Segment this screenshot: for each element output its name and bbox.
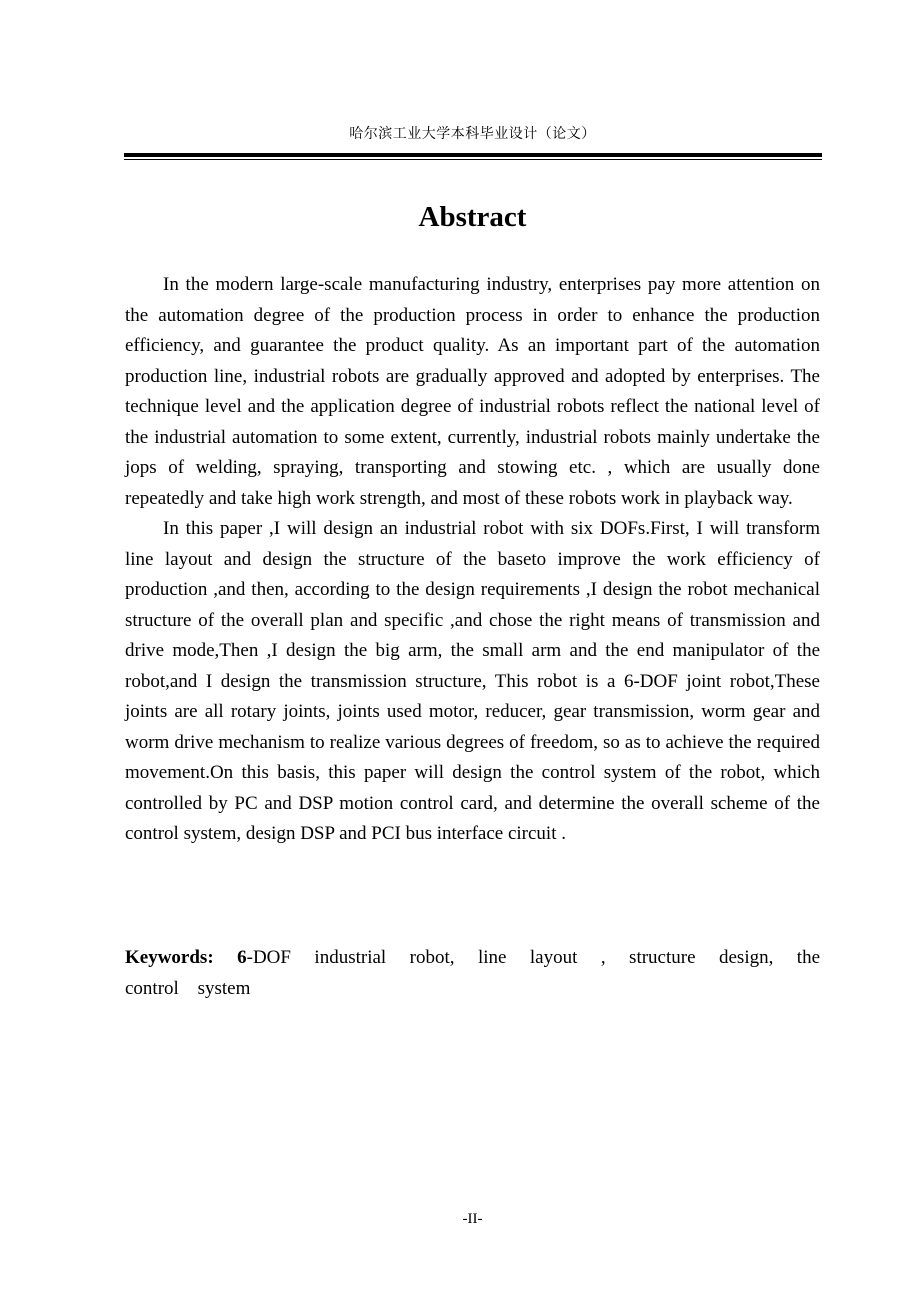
page-number: -II-	[462, 1211, 483, 1227]
keywords-line	[125, 943, 820, 1004]
header-rule-thin	[124, 159, 822, 160]
running-header: 哈尔滨工业大学本科毕业设计（论文）	[349, 126, 596, 142]
page-title: Abstract	[418, 201, 527, 233]
keywords-label: Keywords:	[125, 947, 214, 968]
header-rule-thick	[124, 153, 822, 157]
keywords-lead: 6	[237, 947, 247, 968]
keywords-text: -DOF industrial robot, line layout , structure design, the control system	[125, 947, 821, 999]
abstract-paragraph-1: In the modern large-scale manufacturing industry, enterprises pay more attention on the automation degree of the production process in order to enhance the production efficiency, and guarantee the product quality. As an important part of the automation production line, industrial robots are gradually approved and adopted by enterprises. The technique level and the application degree of industrial robots reflect the national level of the industrial automation to some extent, currently, industrial robots mainly undertake the jops of welding, spraying, transporting and stowing etc. , which are usually done repeatedly and take high work strength, and most of these robots work in playback way.	[125, 274, 820, 509]
abstract-body	[125, 270, 820, 850]
abstract-paragraph-2: In this paper ,I will design an industrial robot with six DOFs.First, I will transform line layout and design the structure of the baseto improve the work efficiency of production ,and then, according to the design requirements ,I design the robot mechanical structure of the overall plan and specific ,and chose the right means of transmission and drive mode,Then ,I design the big arm, the small arm and the end manipulator of the robot,and I design the transmission structure, This robot is a 6-DOF joint robot,These joints are all rotary joints, joints used motor, reducer, gear transmission, worm gear and worm drive mechanism to realize various degrees of freedom, so as to achieve the required movement.On this basis, this paper will design the control system of the robot, which controlled by PC and DSP motion control card, and determine the overall scheme of the control system, design DSP and PCI bus interface circuit .	[125, 518, 820, 844]
